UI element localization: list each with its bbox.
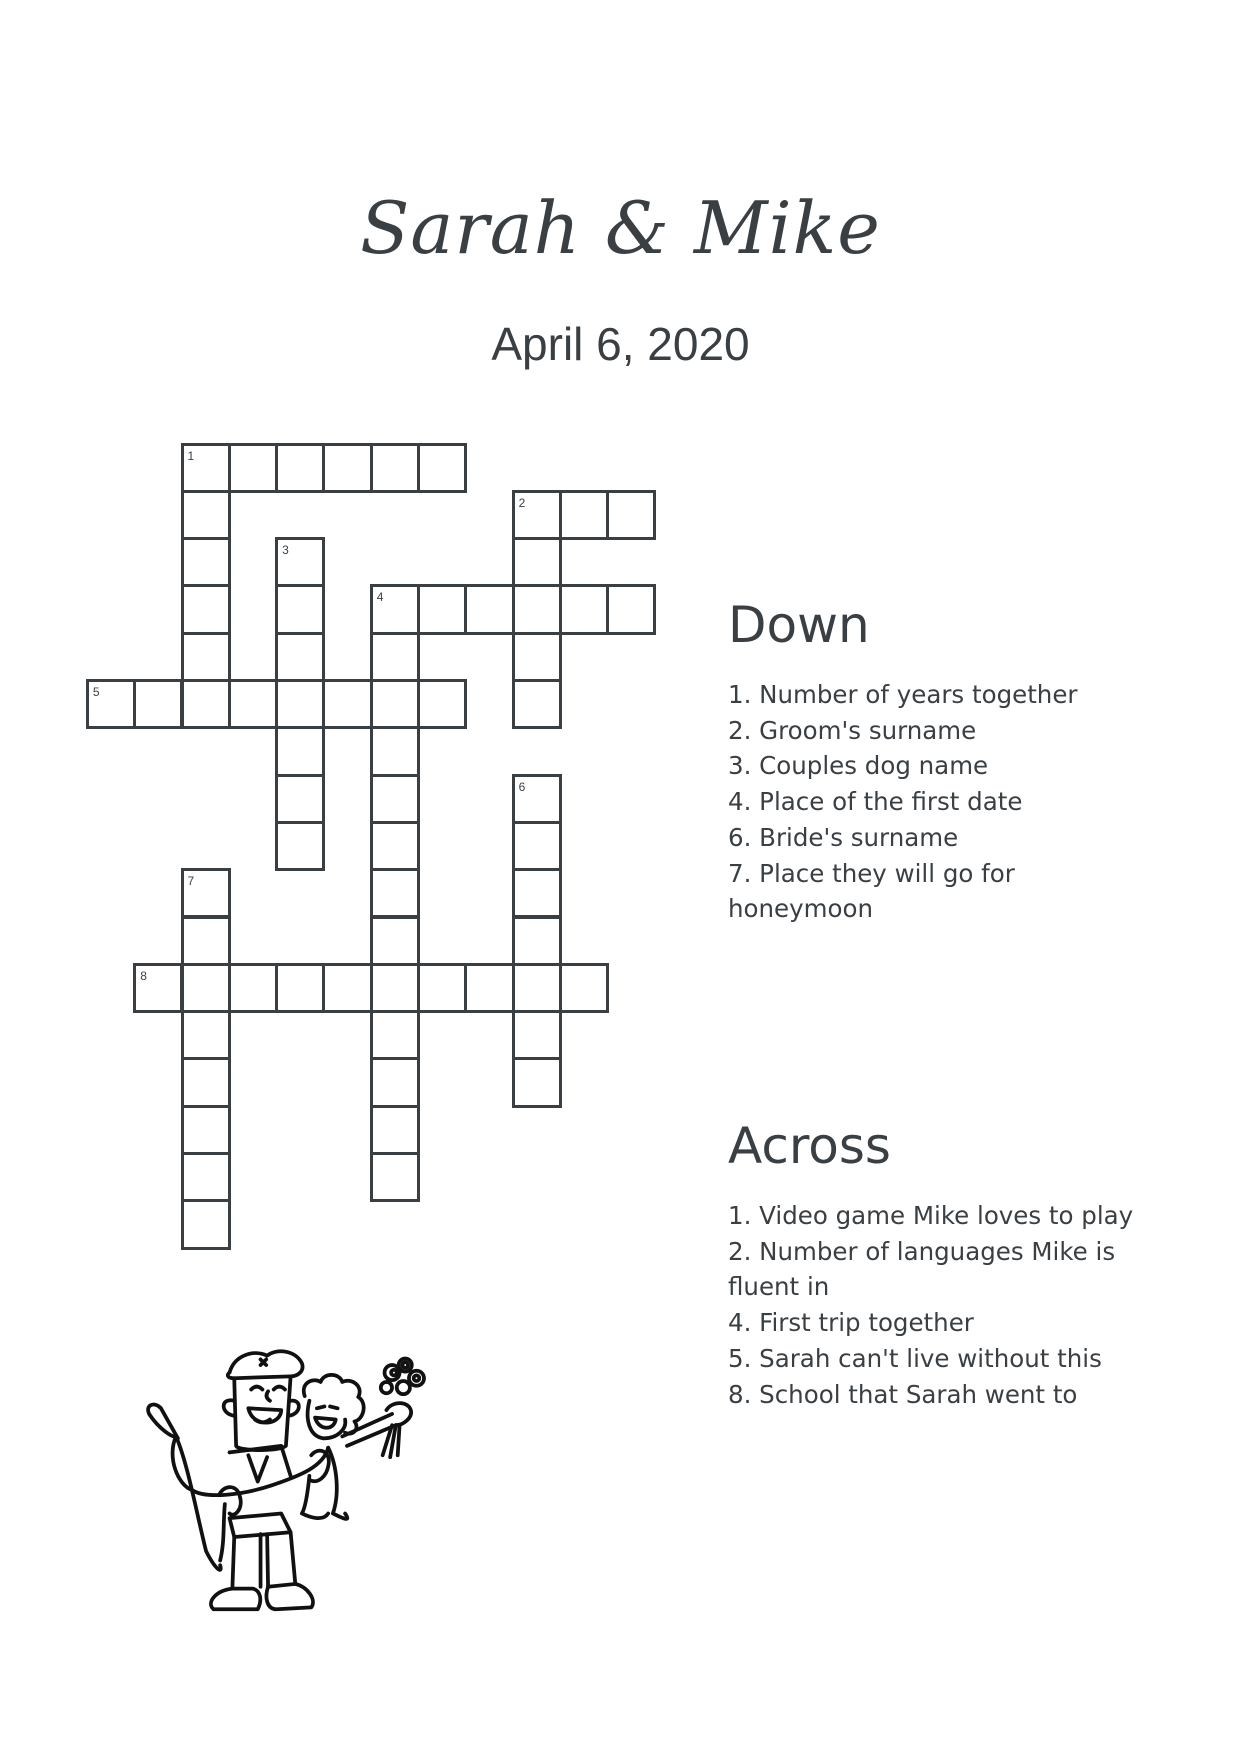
down-heading: Down bbox=[728, 596, 870, 654]
crossword-cell[interactable] bbox=[181, 490, 231, 540]
crossword-cell[interactable] bbox=[181, 916, 231, 966]
crossword-cell[interactable] bbox=[370, 632, 420, 682]
crossword-cell[interactable] bbox=[181, 537, 231, 587]
wedding-couple-illustration-icon bbox=[140, 1335, 460, 1645]
crossword-cell[interactable] bbox=[275, 443, 325, 493]
crossword-cell[interactable] bbox=[370, 1010, 420, 1060]
crossword-cell[interactable] bbox=[606, 584, 656, 634]
down-clue-list bbox=[728, 677, 1168, 927]
crossword-cell[interactable] bbox=[228, 679, 278, 729]
down-clue-7-continued: honeymoon bbox=[728, 894, 873, 924]
across-clue-4: 4. First trip together bbox=[728, 1308, 974, 1338]
crossword-cell[interactable] bbox=[512, 679, 562, 729]
crossword-cell[interactable] bbox=[86, 679, 136, 729]
couple-names-title: Sarah & Mike bbox=[360, 186, 881, 270]
crossword-cell[interactable] bbox=[181, 868, 231, 918]
crossword-cell[interactable] bbox=[512, 1057, 562, 1107]
crossword-cell[interactable] bbox=[370, 679, 420, 729]
crossword-cell[interactable] bbox=[512, 490, 562, 540]
down-clue-7: 7. Place they will go for bbox=[728, 858, 1015, 888]
crossword-cell[interactable] bbox=[559, 490, 609, 540]
down-clue-1: 1. Number of years together bbox=[728, 680, 1078, 709]
down-clue-2: 2. Groom's surname bbox=[728, 715, 977, 745]
crossword-cell[interactable] bbox=[370, 584, 420, 634]
down-clues-section bbox=[728, 595, 1168, 927]
crossword-cell[interactable] bbox=[559, 963, 609, 1013]
crossword-cell[interactable] bbox=[181, 1152, 231, 1202]
clue-number-label: 8 bbox=[140, 968, 147, 983]
across-clue-5: 5. Sarah can't live without this bbox=[728, 1343, 1102, 1373]
crossword-cell[interactable] bbox=[275, 584, 325, 634]
crossword-cell[interactable] bbox=[559, 584, 609, 634]
crossword-cell[interactable] bbox=[181, 1199, 231, 1249]
crossword-cell[interactable] bbox=[370, 821, 420, 871]
crossword-cell[interactable] bbox=[275, 632, 325, 682]
crossword-cell[interactable] bbox=[275, 679, 325, 729]
across-clue-1: 1. Video game Mike loves to play bbox=[728, 1201, 1134, 1230]
crossword-cell[interactable] bbox=[512, 774, 562, 824]
crossword-cell[interactable] bbox=[275, 821, 325, 871]
crossword-cell[interactable] bbox=[417, 443, 467, 493]
down-clue-6: 6. Bride's surname bbox=[728, 822, 959, 852]
crossword-cell[interactable] bbox=[370, 726, 420, 776]
crossword-cell[interactable] bbox=[370, 443, 420, 493]
crossword-cell[interactable] bbox=[181, 584, 231, 634]
across-clue-list bbox=[728, 1198, 1168, 1412]
crossword-cell[interactable] bbox=[181, 1057, 231, 1107]
crossword-cell[interactable] bbox=[370, 916, 420, 966]
crossword-cell[interactable] bbox=[133, 963, 183, 1013]
crossword-cell[interactable] bbox=[181, 963, 231, 1013]
crossword-cell[interactable] bbox=[512, 1010, 562, 1060]
across-heading: Across bbox=[728, 1117, 891, 1175]
crossword-cell[interactable] bbox=[370, 868, 420, 918]
crossword-cell[interactable] bbox=[181, 1010, 231, 1060]
clue-number-label: 5 bbox=[92, 685, 100, 699]
crossword-cell[interactable] bbox=[322, 443, 372, 493]
crossword-cell[interactable] bbox=[464, 584, 514, 634]
crossword-cell[interactable] bbox=[464, 963, 514, 1013]
crossword-cell[interactable] bbox=[512, 537, 562, 587]
crossword-cell[interactable] bbox=[322, 679, 372, 729]
clue-number-label: 7 bbox=[187, 874, 195, 889]
crossword-cell[interactable] bbox=[322, 963, 372, 1013]
across-clue-2: 2. Number of languages Mike is bbox=[728, 1236, 1116, 1266]
crossword-cell[interactable] bbox=[275, 774, 325, 824]
crossword-cell[interactable] bbox=[181, 443, 231, 493]
crossword-cell[interactable] bbox=[228, 963, 278, 1013]
clue-number-label: 6 bbox=[518, 779, 526, 794]
across-clues-section bbox=[728, 1116, 1168, 1412]
crossword-cell[interactable] bbox=[181, 1105, 231, 1155]
across-clue-8: 8. School that Sarah went to bbox=[728, 1379, 1078, 1409]
crossword-cell[interactable] bbox=[512, 916, 562, 966]
wedding-date: April 6, 2020 bbox=[491, 318, 750, 370]
crossword-cell[interactable] bbox=[512, 963, 562, 1013]
crossword-cell[interactable] bbox=[370, 1152, 420, 1202]
crossword-cell[interactable] bbox=[417, 963, 467, 1013]
clue-number-label: 3 bbox=[282, 543, 289, 558]
crossword-cell[interactable] bbox=[370, 1105, 420, 1155]
crossword-cell[interactable] bbox=[370, 963, 420, 1013]
crossword-cell[interactable] bbox=[512, 584, 562, 634]
crossword-cell[interactable] bbox=[512, 868, 562, 918]
down-clue-3: 3. Couples dog name bbox=[728, 751, 989, 781]
crossword-cell[interactable] bbox=[181, 632, 231, 682]
crossword-cell[interactable] bbox=[275, 537, 325, 587]
crossword-cell[interactable] bbox=[512, 821, 562, 871]
crossword-cell[interactable] bbox=[275, 963, 325, 1013]
crossword-cell[interactable] bbox=[275, 726, 325, 776]
crossword-cell[interactable] bbox=[181, 679, 231, 729]
crossword-cell[interactable] bbox=[417, 679, 467, 729]
crossword-cell[interactable] bbox=[133, 679, 183, 729]
clue-number-label: 4 bbox=[376, 590, 384, 605]
crossword-cell[interactable] bbox=[370, 774, 420, 824]
clue-number-label: 2 bbox=[518, 495, 526, 510]
clue-number-label: 1 bbox=[187, 448, 195, 463]
crossword-cell[interactable] bbox=[370, 1057, 420, 1107]
down-clue-4: 4. Place of the first date bbox=[728, 787, 1023, 817]
crossword-cell[interactable] bbox=[417, 584, 467, 634]
crossword-cell[interactable] bbox=[606, 490, 656, 540]
across-clue-2-continued: fluent in bbox=[728, 1272, 830, 1302]
crossword-cell[interactable] bbox=[512, 632, 562, 682]
crossword-cell[interactable] bbox=[228, 443, 278, 493]
